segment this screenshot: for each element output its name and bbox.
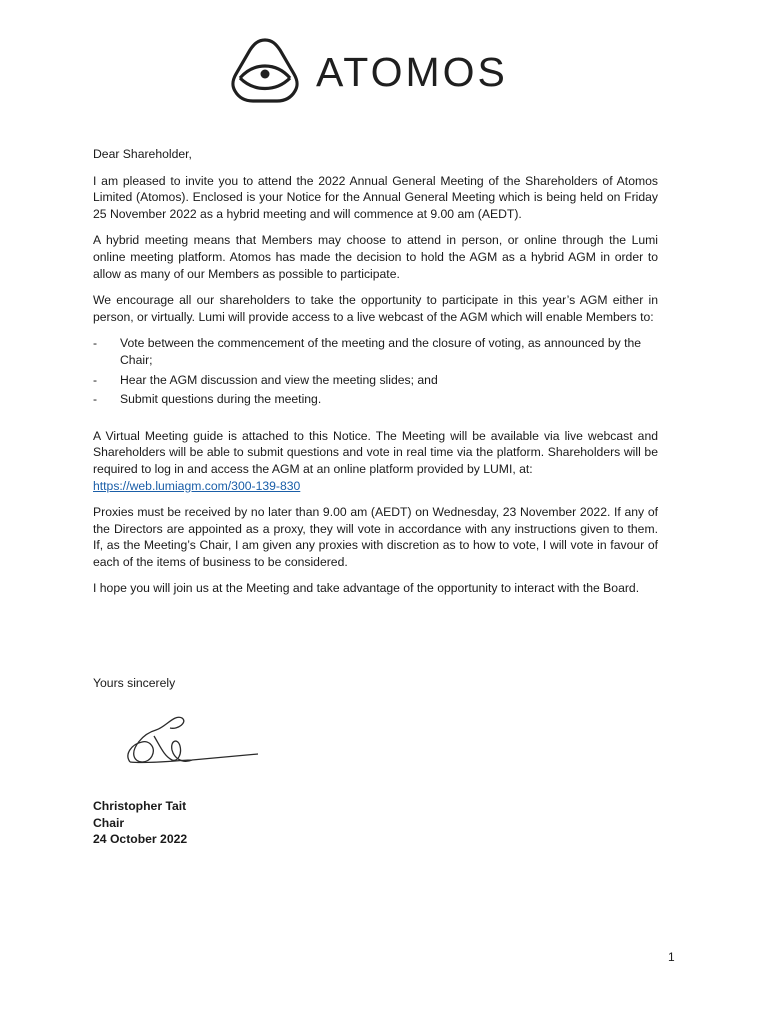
- signer-name: Christopher Tait: [93, 799, 187, 813]
- paragraph-participation: We encourage all our shareholders to take the opportunity to participate in this year’s AGM either in person, or virtually. Lumi will provide access to a live webcast of the AGM which will enable Members to:: [93, 293, 658, 324]
- signer-title: Chair: [93, 815, 125, 830]
- paragraph-virtual-guide: A Virtual Meeting guide is attached to this Notice. The Meeting will be available via live webcast and Shareholders will be able to submit questions and vote in real time via the platform. Shareholders will be required to log in and access the AGM at an online platform provided by LUMI, at: https://web.lumiagm.com/300-139-830: [93, 428, 658, 493]
- list-item: - Vote between the commencement of the meeting and the closure of voting, as announced by the Chair;: [93, 336, 642, 367]
- atomos-logo: [228, 36, 518, 108]
- bullet-marker: -: [93, 392, 98, 407]
- salutation: Dear Shareholder,: [93, 147, 192, 161]
- page-number: 1: [668, 950, 675, 964]
- atomos-logo-icon: [228, 36, 302, 106]
- signature-image: [120, 706, 260, 770]
- signer-block: [93, 798, 187, 848]
- bullet-marker: -: [93, 372, 98, 387]
- paragraph-closing: I hope you will join us at the Meeting and take advantage of the opportunity to interact with the Board.: [93, 581, 640, 596]
- paragraph-hybrid-meeting: A hybrid meeting means that Members may choose to attend in person, or online through the Lumi online meeting platform. Atomos has made the decision to hold the AGM as a hybrid AGM in order to allow as many of our Members as possible to participate.: [93, 233, 658, 281]
- atomos-wordmark: ATOMOS: [316, 49, 508, 95]
- lumi-meeting-link[interactable]: https://web.lumiagm.com/300-139-830: [93, 478, 301, 493]
- paragraph-proxies: Proxies must be received by no later than 9.00 am (AEDT) on Wednesday, 23 November 2022. If any of the Directors are appointed as a proxy, they will vote in accordance with any instructions given to them. If, as the Meeting’s Chair, I am given any proxies with discretion as to how to vote, I will vote in favour of each of the items of business to be considered.: [93, 505, 658, 569]
- bullet-marker: -: [93, 336, 98, 351]
- participation-list: [93, 335, 658, 407]
- letter-body: [93, 146, 658, 607]
- paragraph-invitation: I am pleased to invite you to attend the 2022 Annual General Meeting of the Shareholders of Atomos Limited (Atomos). Enclosed is your Notice for the Annual General Meeting which is being held on Friday 25 November 2022 as a hybrid meeting and will commence at 9.00 am (AEDT).: [93, 173, 658, 221]
- list-item: - Submit questions during the meeting.: [93, 392, 322, 407]
- list-item: - Hear the AGM discussion and view the meeting slides; and: [93, 372, 438, 387]
- closing-line: Yours sincerely: [93, 676, 176, 690]
- signer-date: 24 October 2022: [93, 832, 188, 847]
